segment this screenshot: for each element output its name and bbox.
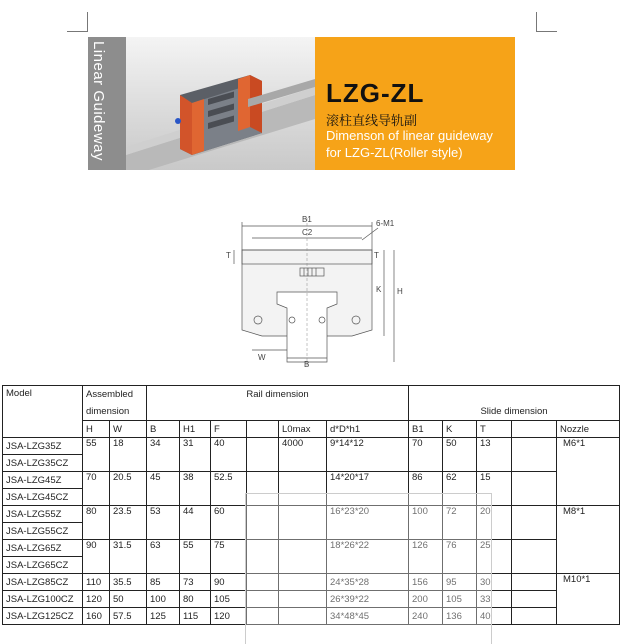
- cell-h1: 55: [180, 540, 211, 574]
- dim-label-6m1: 6-M1: [376, 219, 395, 228]
- cell-t: 20: [477, 506, 512, 540]
- header-rail: Rail dimension: [147, 386, 409, 421]
- dimension-drawing: [222, 212, 412, 372]
- cell-f: 52.5: [211, 472, 247, 506]
- cell-empty: [512, 574, 557, 591]
- dim-label-c2: C2: [302, 228, 313, 237]
- model-cell: JSA-LZG100CZ: [3, 591, 83, 608]
- cell-w: 35.5: [110, 574, 147, 591]
- cell-nozzle: M10*1: [557, 574, 620, 625]
- cell-w: 23.5: [110, 506, 147, 540]
- cell-f: 90: [211, 574, 247, 591]
- cell-dDh1: 24*35*28: [327, 574, 409, 591]
- subheader-empty-1: [247, 421, 279, 438]
- subheader-nozzle: Nozzle: [557, 421, 620, 438]
- banner-title: LZG-ZL: [326, 78, 425, 108]
- subheader-h: H: [83, 421, 110, 438]
- cell-k: 95: [443, 574, 477, 591]
- cell-w: 57.5: [110, 608, 147, 625]
- banner-english-line2: for LZG-ZL(Roller style): [326, 145, 463, 160]
- crop-mark-right: [536, 12, 537, 32]
- cell-h: 55: [83, 438, 110, 472]
- subheader-h1: H1: [180, 421, 211, 438]
- model-cell: JSA-LZG35Z: [3, 438, 83, 455]
- cell-dDh1: 16*23*20: [327, 506, 409, 540]
- model-cell: JSA-LZG55Z: [3, 506, 83, 523]
- cell-k: 62: [443, 472, 477, 506]
- cell-b: 100: [147, 591, 180, 608]
- model-cell: JSA-LZG65Z: [3, 540, 83, 557]
- cell-b1: 126: [409, 540, 443, 574]
- dim-label-t-right: T: [374, 251, 379, 260]
- header-assembled: Assembled dimension: [83, 386, 147, 421]
- dim-label-t-left: T: [226, 251, 231, 260]
- cell-w: 50: [110, 591, 147, 608]
- cell-h: 120: [83, 591, 110, 608]
- banner-chinese-title: 滚柱直线导轨副: [326, 113, 418, 128]
- faint-overlay-box: [245, 493, 492, 644]
- cell-h1: 31: [180, 438, 211, 472]
- cell-dDh1: 9*14*12: [327, 438, 409, 472]
- cell-b1: 156: [409, 574, 443, 591]
- subheader-w: W: [110, 421, 147, 438]
- cell-t: 30: [477, 574, 512, 591]
- cell-k: 105: [443, 591, 477, 608]
- cell-h: 80: [83, 506, 110, 540]
- cell-h: 160: [83, 608, 110, 625]
- cell-t: 40: [477, 608, 512, 625]
- cell-b1: 200: [409, 591, 443, 608]
- cell-w: 18: [110, 438, 147, 472]
- product-banner: [88, 37, 515, 170]
- header-slide: Slide dimension: [409, 386, 620, 421]
- cell-b1: 70: [409, 438, 443, 472]
- crop-mark-right-h: [537, 31, 557, 32]
- cell-b: 45: [147, 472, 180, 506]
- subheader-empty-2: [512, 421, 557, 438]
- dim-label-b: B: [304, 360, 310, 369]
- cell-h1: 80: [180, 591, 211, 608]
- cell-t: 15: [477, 472, 512, 506]
- model-cell: JSA-LZG65CZ: [3, 557, 83, 574]
- cell-f: 120: [211, 608, 247, 625]
- subheader-k: K: [443, 421, 477, 438]
- cell-h1: 73: [180, 574, 211, 591]
- banner-side-text: Linear Guideway: [90, 40, 107, 162]
- dim-label-b1: B1: [302, 215, 312, 224]
- cell-t: 13: [477, 438, 512, 472]
- cell-dDh1: 18*26*22: [327, 540, 409, 574]
- cell-h: 70: [83, 472, 110, 506]
- cell-b: 34: [147, 438, 180, 472]
- cell-dDh1: 26*39*22: [327, 591, 409, 608]
- subheader-b1: B1: [409, 421, 443, 438]
- cell-k: 72: [443, 506, 477, 540]
- cell-f: 40: [211, 438, 247, 472]
- cell-h1: 44: [180, 506, 211, 540]
- cell-h1: 115: [180, 608, 211, 625]
- cell-l0max: 4000: [279, 438, 327, 472]
- cell-k: 76: [443, 540, 477, 574]
- subheader-l0max: L0max: [279, 421, 327, 438]
- cell-f: 60: [211, 506, 247, 540]
- crop-mark-left-h: [67, 31, 87, 32]
- cell-h1: 38: [180, 472, 211, 506]
- cell-empty: [512, 506, 557, 540]
- cell-b: 63: [147, 540, 180, 574]
- cell-empty: [512, 438, 557, 472]
- subheader-t: T: [477, 421, 512, 438]
- cell-h: 90: [83, 540, 110, 574]
- subheader-b: B: [147, 421, 180, 438]
- cell-empty: [247, 438, 279, 472]
- cell-k: 136: [443, 608, 477, 625]
- cell-b: 85: [147, 574, 180, 591]
- subheader-dDh1: d*D*h1: [327, 421, 409, 438]
- dim-label-h: H: [397, 287, 403, 296]
- cell-w: 31.5: [110, 540, 147, 574]
- dim-label-k: K: [376, 285, 382, 294]
- cell-b1: 240: [409, 608, 443, 625]
- header-model: Model: [3, 386, 83, 438]
- cell-dDh1: 34*48*45: [327, 608, 409, 625]
- cell-f: 105: [211, 591, 247, 608]
- subheader-f: F: [211, 421, 247, 438]
- cell-b1: 100: [409, 506, 443, 540]
- cell-k: 50: [443, 438, 477, 472]
- cell-nozzle: M8*1: [557, 506, 620, 574]
- cell-empty: [512, 591, 557, 608]
- cell-h: 110: [83, 574, 110, 591]
- cell-f: 75: [211, 540, 247, 574]
- cell-t: 33: [477, 591, 512, 608]
- cell-empty: [512, 540, 557, 574]
- banner-english-line1: Dimenson of linear guideway: [326, 128, 493, 143]
- cell-b1: 86: [409, 472, 443, 506]
- cell-empty: [512, 608, 557, 625]
- cell-t: 25: [477, 540, 512, 574]
- model-cell: JSA-LZG85CZ: [3, 574, 83, 591]
- cell-empty: [512, 472, 557, 506]
- crop-mark-left: [87, 12, 88, 32]
- cell-w: 20.5: [110, 472, 147, 506]
- cell-b: 53: [147, 506, 180, 540]
- model-cell: JSA-LZG35CZ: [3, 455, 83, 472]
- dim-label-w: W: [258, 353, 266, 362]
- model-cell: JSA-LZG45CZ: [3, 489, 83, 506]
- cell-b: 125: [147, 608, 180, 625]
- model-cell: JSA-LZG45Z: [3, 472, 83, 489]
- cell-dDh1: 14*20*17: [327, 472, 409, 506]
- model-cell: JSA-LZG125CZ: [3, 608, 83, 625]
- cell-nozzle: M6*1: [557, 438, 620, 506]
- model-cell: JSA-LZG55CZ: [3, 523, 83, 540]
